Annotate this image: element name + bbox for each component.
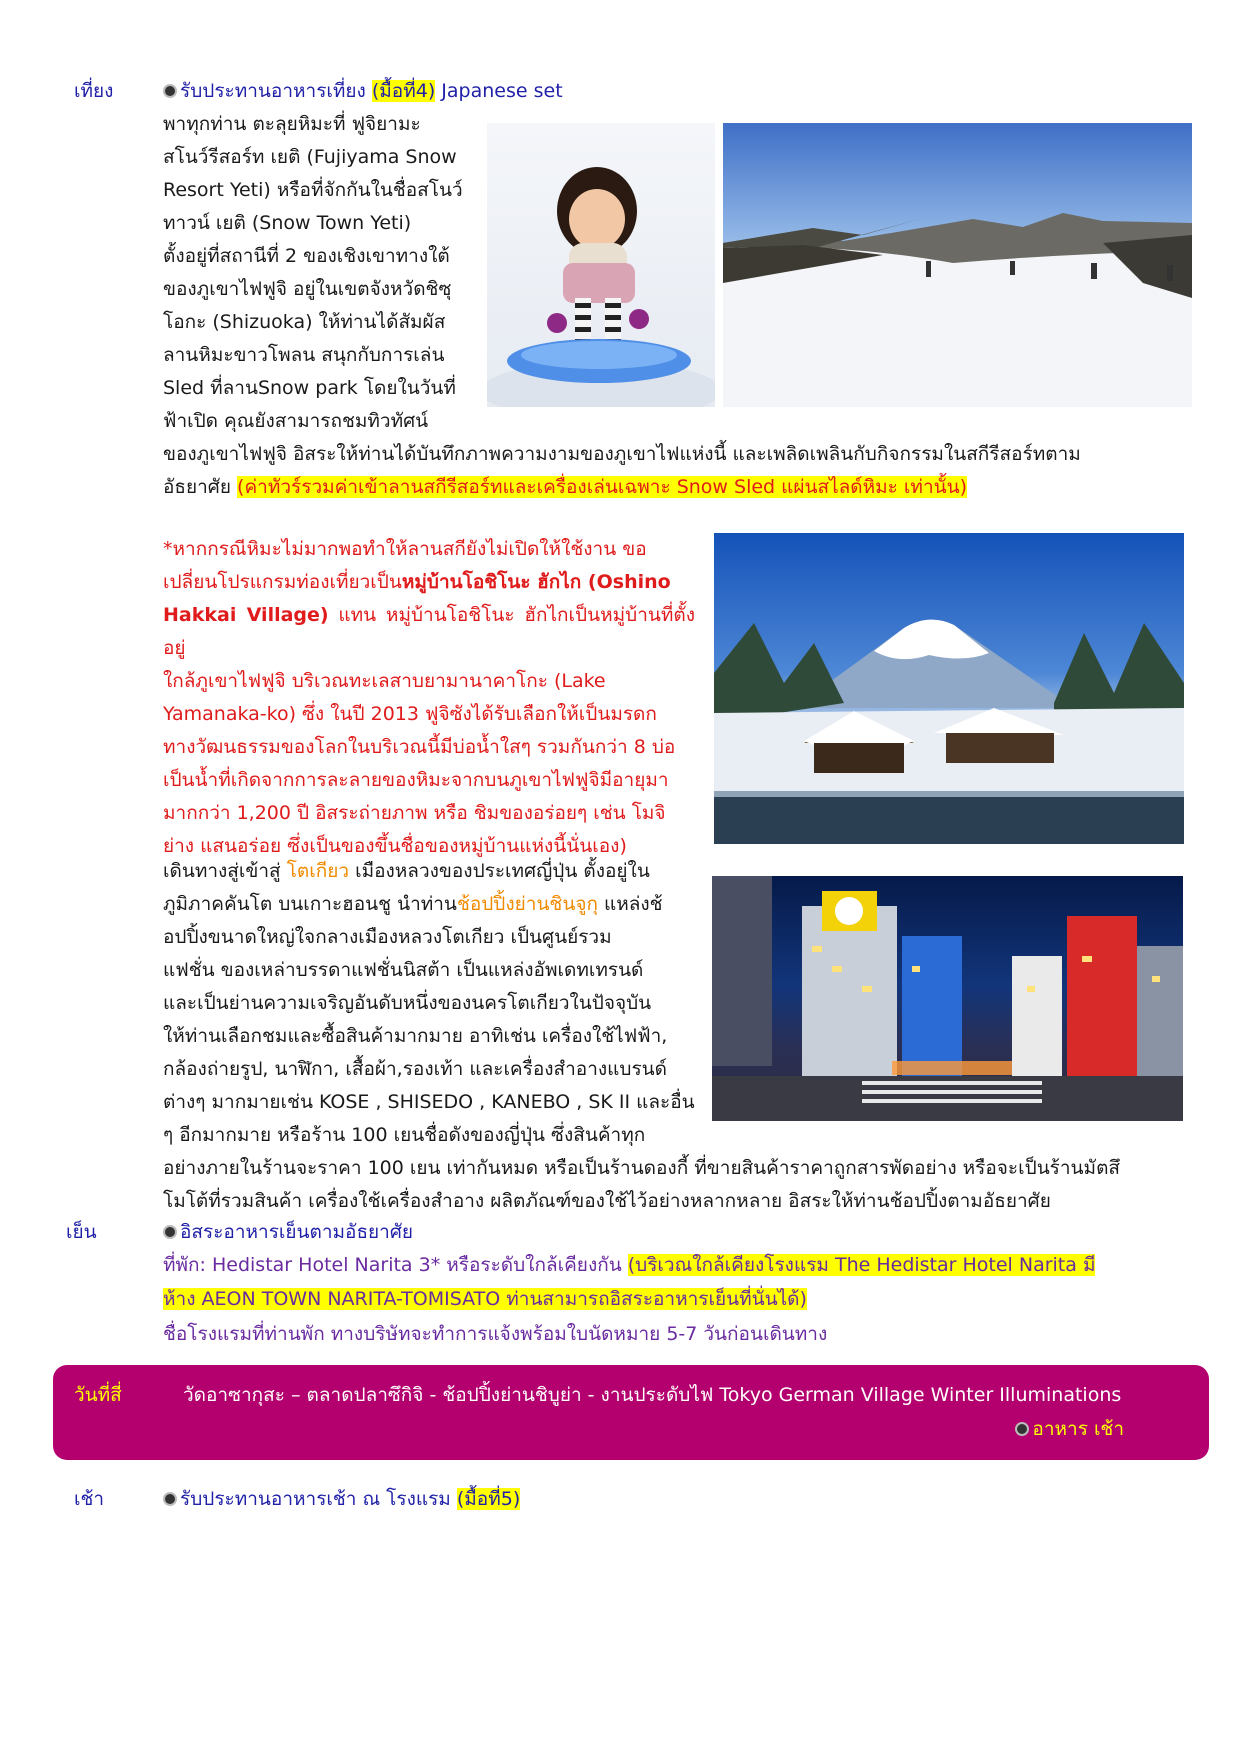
yeti-text-line: ของภูเขาไฟฟูจิ อยู่ในเขตจังหวัดชิซุ	[163, 278, 452, 300]
tokyo-text-line: ๆ อีกมากมาย หรือร้าน 100 เยนชื่อดังของญี่ปุ่น ซึ่งสินค้าทุก	[163, 1124, 646, 1146]
yeti-text-line: ทาวน์ เยติ (Snow Town Yeti)	[163, 212, 412, 234]
tokyo-text-line: ต่างๆ มากมายเช่น KOSE , SHISEDO , KANEBO , SK II และอื่น	[163, 1091, 695, 1113]
yeti-full-line: ของภูเขาไฟฟูจิ อิสระให้ท่านได้บันทึกภาพความงามของภูเขาไฟแห่งนี้ และเพลิดเพลินกับกิจกรรมในสกีรีสอร์ทตาม	[163, 443, 1081, 465]
tokyo-paragraph	[163, 921, 695, 1152]
tokyo-text-line: กล้องถ่ายรูป, นาฬิกา, เสื้อผ้า,รองเท้า และเครื่องสำอางแบรนด์	[163, 1058, 668, 1080]
oshino-text-line: ย่าง แสนอร่อย ซึ่งเป็นของขึ้นชื่อของหมู่บ้านแห่งนี้นั่นเอง)	[163, 835, 627, 857]
day4-meals: อาหาร เช้า	[1015, 1414, 1124, 1444]
tokyo-line1: เดินทางสู่เข้าสู่ โตเกียว เมืองหลวงของประเทศญี่ปุ่น ตั้งอยู่ใน	[163, 860, 650, 882]
tokyo-text-line: และเป็นย่านความเจริญอันดับหนึ่งของนครโตเกียวในปัจจุบัน	[163, 992, 652, 1014]
hotel-note: ชื่อโรงแรมที่ท่านพัก ทางบริษัทจะทำการแจ้งพร้อมใบนัดหมาย 5-7 วันก่อนเดินทาง	[163, 1323, 828, 1345]
sled-girl-photo	[487, 123, 715, 407]
yeti-text-line: Resort Yeti) หรือที่จักกันในชื่อสโนว์	[163, 179, 463, 201]
tokyo-lines	[163, 921, 695, 1152]
lunch-meal: รับประทานอาหารเที่ยง (มื้อที่4) Japanese set	[163, 75, 563, 108]
tokyo-full-line: อย่างภายในร้านจะราคา 100 เยน เท่ากันหมด หรือเป็นร้านดองกี้ ที่ขายสินค้าราคาถูกสารพัดอย่าง หรือจะเป็นร้านมัตสึ	[163, 1157, 1121, 1179]
dinner-meal: อิสระอาหารเย็นตามอัธยาศัย	[163, 1216, 413, 1249]
oshino-text-line: Yamanaka-ko) ซึ่ง ในปี 2013 ฟูจิซังได้รับเลือกให้เป็นมรดก	[163, 703, 657, 725]
day4-title: วัดอาซากุสะ – ตลาดปลาซึกิจิ - ช้อปปิ้งย่านชิบูย่า - งานประดับไฟ Tokyo German Village Winter Illuminations	[183, 1384, 1122, 1406]
lunch-label: เที่ยง	[74, 80, 114, 102]
yeti-text-line: ฟ้าเปิด คุณยังสามารถชมทิวทัศน์	[163, 410, 429, 432]
oshino-text-line: ทางวัฒนธรรมของโลกในบริเวณนี้มีบ่อน้ำใสๆ รวมกันกว่า 8 บ่อ	[163, 736, 676, 758]
oshino-lines	[163, 665, 695, 863]
ski-slope-photo	[723, 123, 1192, 407]
tokyo-full-lines	[163, 1152, 1173, 1218]
plate-icon	[1015, 1422, 1029, 1436]
tokyo-text-line: อปปิ้งขนาดใหญ่ใจกลางเมืองหลวงโตเกียว เป็นศูนย์รวม	[163, 926, 612, 948]
yeti-lines	[163, 108, 469, 438]
hotel-line2: ห้าง AEON TOWN NARITA-TOMISATO ท่านสามารถอิสระอาหารเย็นที่นั่นได้)	[163, 1288, 807, 1310]
day4-label: วันที่สี่	[74, 1384, 122, 1406]
day4-banner	[53, 1365, 1209, 1460]
tokyo-text-line: แฟชั่น ของเหล่าบรรดาแฟชั่นนิสต้า เป็นแหล่งอัพเดทเทรนด์	[163, 959, 644, 981]
fuji-village-photo	[714, 533, 1184, 844]
breakfast-meal: รับประทานอาหารเช้า ณ โรงแรม (มื้อที่5)	[163, 1483, 520, 1516]
tokyo-full-line: โมโต้ที่รวมสินค้า เครื่องใช้เครื่องสำอาง ผลิตภัณฑ์ของใช้ไว้อย่างหลากหลาย อิสระให้ท่านช้อปปิ้งตามอัธยาศัย	[163, 1190, 1051, 1212]
oshino-text-line: เป็นน้ำที่เกิดจากการละลายของหิมะจากบนภูเขาไฟฟูจิมีอายุมา	[163, 769, 669, 791]
plate-icon	[163, 1225, 177, 1239]
yeti-text-line: ลานหิมะขาวโพลน สนุกกับการเล่น	[163, 344, 445, 366]
plate-icon	[163, 84, 177, 98]
breakfast-label: เช้า	[74, 1488, 105, 1510]
yeti-text-line: Sled ที่ลานSnow park โดยในวันที่	[163, 377, 456, 399]
yeti-text-line: ตั้งอยู่ที่สถานีที่ 2 ของเชิงเขาทางใต้	[163, 245, 450, 267]
tokyo-line2: ภูมิภาคคันโต บนเกาะฮอนชู นำท่านช้อปปิ้งย่านชินจูกุ แหล่งช้	[163, 893, 663, 915]
tokyo-text-line: ให้ท่านเลือกชมและซื้อสินค้ามากมาย อาทิเช่น เครื่องใช้ไฟฟ้า,	[163, 1025, 668, 1047]
plate-icon	[163, 1492, 177, 1506]
oshino-paragraph: *หากกรณีหิมะไม่มากพอทำให้ลานสกียังไม่เปิดให้ใช้งาน ขอ เปลี่ยนโปรแกรมท่องเที่ยวเป็นหมู่บ้านโอชิโนะ ฮักไก (Oshino Hakkai Village) แทน หมู่บ้านโอชิโนะ ฮักไกเป็นหมู่บ้านที่ตั้งอยู่ ใกล้ภูเขาไฟฟูจิ บริเวณทะเลสาบยามานาคาโกะ (Lake Yamanaka-ko) ซึ่ง ในปี 2013 ฟูจิซังได้รับเลือกให้เป็นมรดก ทางวัฒนธรรมของโลกในบริเวณนี้มีบ่อน้ำใสๆ รวมกันกว่า 8 บ่อ เป็นน้ำที่เกิดจากการละลายของหิมะจากบนภูเขาไฟฟูจิมีอายุมา มากกว่า 1,200 ปี อิสระถ่ายภาพ หรือ ชิมของอร่อยๆ เช่น โมจิ ย่าง แสนอร่อย ซึ่งเป็นของขึ้นชื่อของหมู่บ้านแห่งนี้นั่นเอง)	[163, 533, 695, 863]
yeti-text-line: โอกะ (Shizuoka) ให้ท่านได้สัมผัส	[163, 311, 446, 333]
yeti-last-line: อัธยาศัย (ค่าทัวร์รวมค่าเข้าลานสกีรีสอร์ทและเครื่องเล่นเฉพาะ Snow Sled แผ่นสไลด์หิมะ เท่านั้น)	[163, 476, 968, 498]
yeti-text-line: พาทุกท่าน ตะลุยหิมะที่ ฟูจิยามะ	[163, 113, 421, 135]
hotel-line1: ที่พัก: Hedistar Hotel Narita 3* หรือระดับใกล้เคียงกัน (บริเวณใกล้เคียงโรงแรม The Hedistar Hotel Narita มี	[163, 1254, 1096, 1276]
oshino-text-line: มากกว่า 1,200 ปี อิสระถ่ายภาพ หรือ ชิมของอร่อยๆ เช่น โมจิ	[163, 802, 666, 824]
oshino-text-line: ใกล้ภูเขาไฟฟูจิ บริเวณทะเลสาบยามานาคาโกะ (Lake	[163, 670, 606, 692]
yeti-text-line: สโนว์รีสอร์ท เยติ (Fujiyama Snow	[163, 146, 457, 168]
yeti-paragraph	[163, 108, 469, 438]
dinner-label: เย็น	[66, 1221, 97, 1243]
shinjuku-photo	[712, 876, 1183, 1121]
